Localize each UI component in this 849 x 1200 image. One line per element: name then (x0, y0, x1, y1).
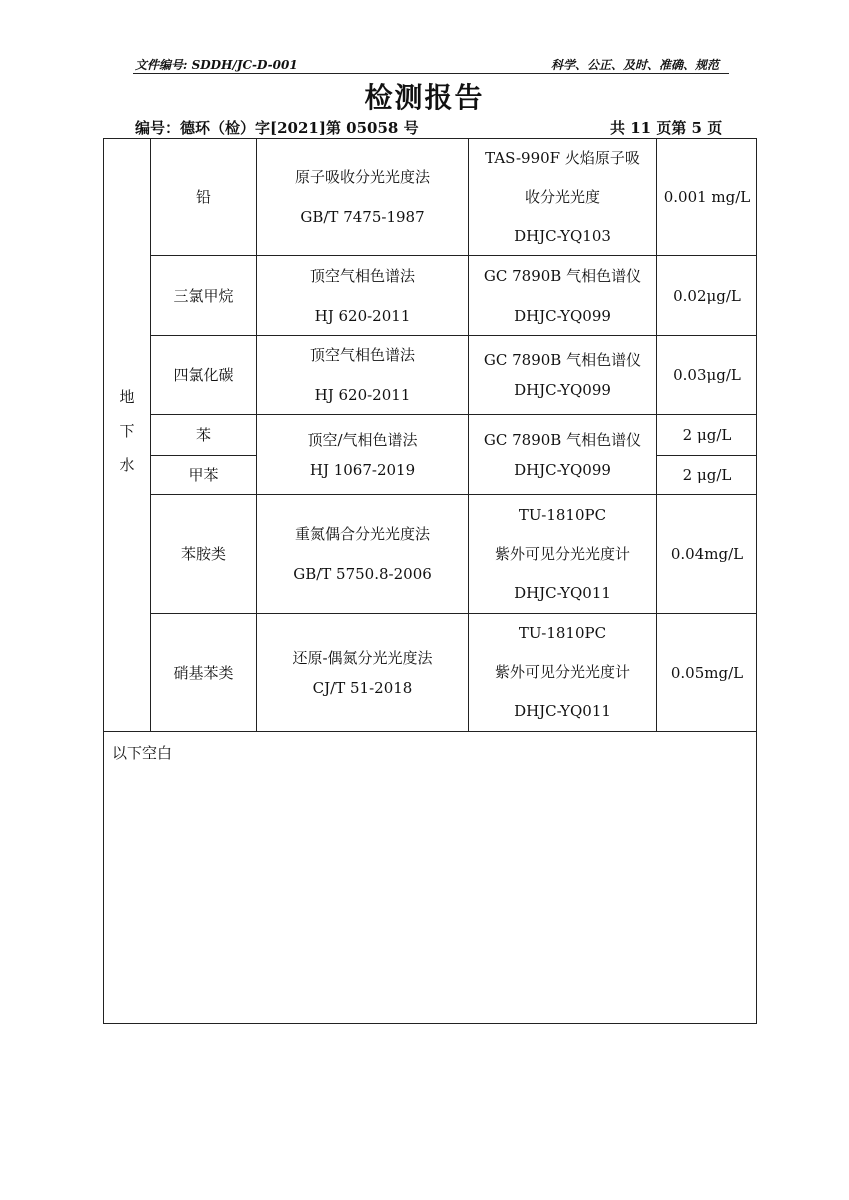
detection-limit: 2 μg/L (682, 426, 732, 444)
instrument-cell: GC 7890B 气相色谱仪 DHJC-YQ099 (483, 430, 642, 479)
detection-limit: 0.04mg/L (670, 545, 744, 563)
detection-limit: 0.03μg/L (673, 366, 741, 384)
method-cell: 还原-偶氮分光光度法 CJ/T 51-2018 (292, 648, 433, 697)
detection-limit: 0.001 mg/L (663, 188, 751, 206)
table-row (151, 614, 256, 731)
table-bottom-divider (103, 731, 757, 732)
item-name: 四氯化碳 (173, 366, 234, 384)
category-label: 地 下 水 (119, 388, 135, 474)
method-cell: 重氮偶合分光光度法 GB/T 5750.8-2006 (293, 525, 432, 583)
instrument-cell: TU-1810PC 紫外可见分光光度计 DHJC-YQ011 (494, 624, 630, 720)
method-cell: 顶空气相色谱法 HJ 620-2011 (309, 266, 415, 325)
method-cell: 顶空气相色谱法 HJ 620-2011 (309, 346, 415, 404)
page-title: 检测报告 (364, 81, 485, 114)
item-name: 苯胺类 (180, 545, 226, 563)
file-number: 文件编号: SDDH/JC-D-001 (135, 58, 298, 72)
report-number: 编号：德环（检）字[2021]第 05058 号 (135, 119, 419, 137)
table-row (151, 336, 256, 414)
table-row (151, 456, 256, 494)
blank-below-note: 以下空白 (112, 744, 173, 762)
detection-limit: 0.05mg/L (670, 663, 744, 682)
detection-limit: 2 μg/L (682, 466, 732, 484)
table-row (151, 495, 256, 613)
item-name: 硝基苯类 (173, 663, 234, 682)
instrument-cell: TU-1810PC 紫外可见分光光度计 DHJC-YQ011 (494, 505, 630, 602)
item-name: 铅 (195, 188, 211, 206)
method-cell: 原子吸收分光光度法 GB/T 7475-1987 (294, 168, 430, 226)
item-name: 甲苯 (188, 466, 219, 484)
instrument-cell: GC 7890B 气相色谱仪 DHJC-YQ099 (483, 351, 642, 399)
motto: 科学、公正、及时、准确、规范 (550, 58, 719, 72)
table-row (151, 415, 256, 455)
document-header (133, 53, 729, 74)
detection-limit: 0.02μg/L (673, 286, 741, 305)
method-cell: 顶空/气相色谱法 HJ 1067-2019 (307, 430, 418, 479)
instrument-cell: TAS-990F 火焰原子吸 收分光光度 DHJC-YQ103 (485, 148, 640, 245)
instrument-cell: GC 7890B 气相色谱仪 DHJC-YQ099 (483, 266, 642, 325)
table-row (151, 256, 256, 335)
item-name: 苯 (195, 426, 211, 444)
page-indicator: 共 11 页第 5 页 (610, 119, 723, 137)
table-row (151, 139, 256, 255)
item-name: 三氯甲烷 (173, 286, 234, 305)
